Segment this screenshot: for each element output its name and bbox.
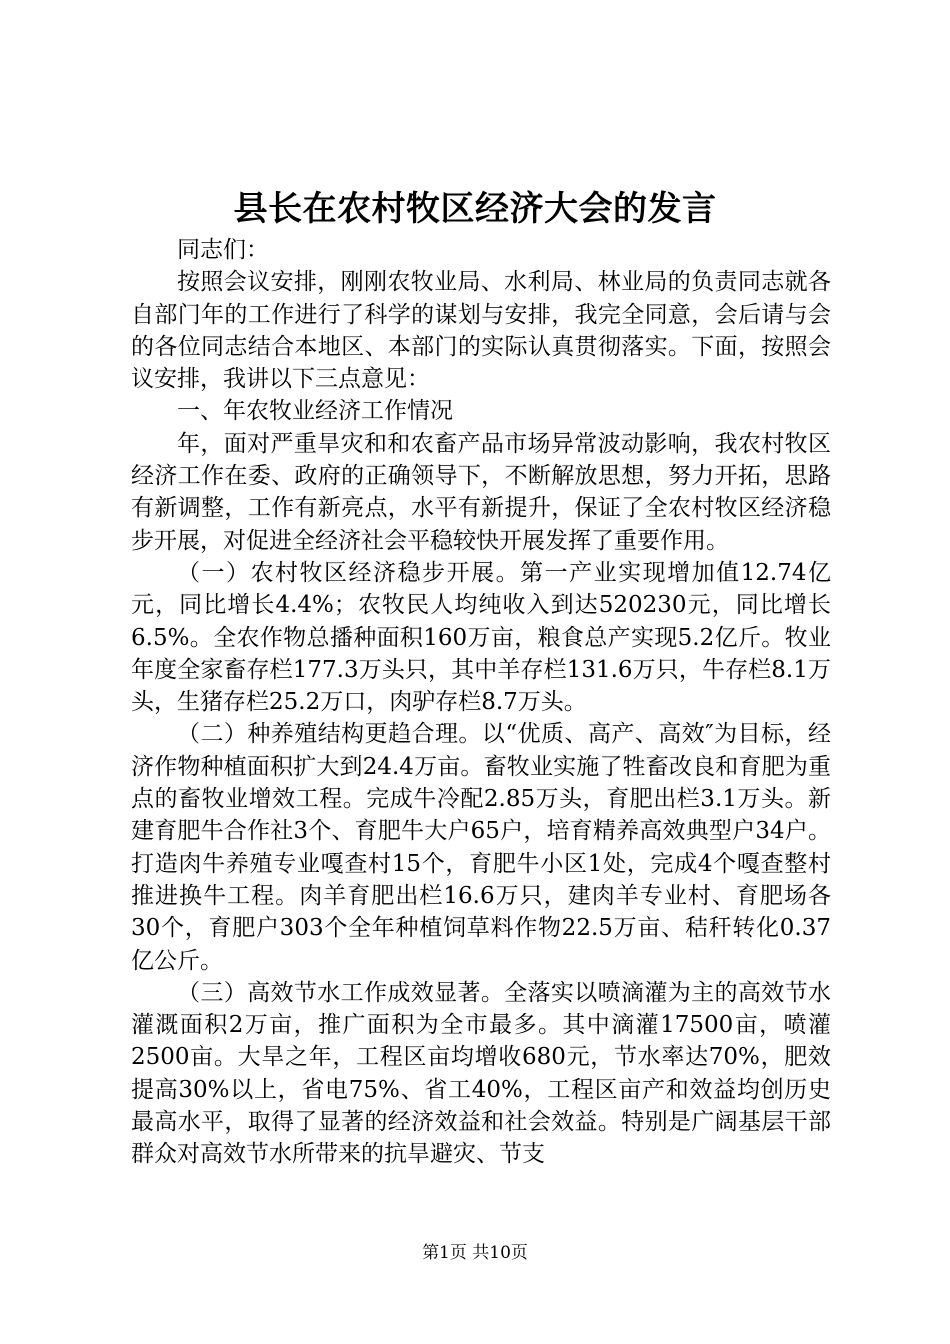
document-title: 县长在农村牧区经济大会的发言 xyxy=(233,189,717,229)
paragraph-item-3: （三）高效节水工作成效显著。全落实以喷滴灌为主的高效节水灌溉面积2万亩，推广面积为全市最多。其中滴灌17500亩，喷灌2500亩。大旱之年，工程区亩均增收680元，节水率达70%，肥效提高30%以上，省电75%、省工40%，工程区亩产和效益均创历史最高水平，取得了显著的经济效益和社会效益。特别是广阔基层干部群众对高效节水所带来的抗旱避灾、节支 xyxy=(131,979,831,1168)
document-body xyxy=(131,234,831,1171)
section-heading-1: 一、年农牧业经济工作情况 xyxy=(177,398,453,425)
greeting: 同志们： xyxy=(177,237,269,263)
page-number-footer: 第1页 共10页 xyxy=(422,1243,528,1263)
paragraph-overview: 年，面对严重旱灾和和农畜产品市场异常波动影响，我农村牧区经济工作在委、政府的正确领导下，不断解放思想，努力开拓，思路有新调整，工作有新亮点，水平有新提升，保证了全农村牧区经济稳步开展，对促进全经济社会平稳较快开展发挥了重要作用。 xyxy=(131,430,831,554)
paragraph-intro: 按照会议安排，刚刚农牧业局、水利局、林业局的负责同志就各自部门年的工作进行了科学的谋划与安排，我完全同意，会后请与会的各位同志结合本地区、本部门的实际认真贯彻落实。下面，按照会议安排，我讲以下三点意见： xyxy=(131,269,831,393)
paragraph-item-1: （一）农村牧区经济稳步开展。第一产业实现增加值12.74亿元，同比增长4.4%；农牧民人均纯收入到达520230元，同比增长6.5%。全农作物总播种面积160万亩，粮食总产实现5.2亿斤。牧业年度全家畜存栏177.3万头只，其中羊存栏131.6万只，牛存栏8.1万头，生猪存栏25.2万口，肉驴存栏8.7万头。 xyxy=(131,559,831,716)
paragraph-item-2: （二）种养殖结构更趋合理。以“优质、高产、高效″为目标，经济作物种植面积扩大到24.4万亩。畜牧业实施了牲畜改良和育肥为重点的畜牧业增效工程。完成牛冷配2.85万头，育肥出栏3.1万头。新建育肥牛合作社3个、育肥牛大户65户，培育精养高效典型户34户。打造肉牛养殖专业嘎查村15个，育肥牛小区1处，完成4个嘎查整村推进换牛工程。肉羊育肥出栏16.6万只，建肉羊专业村、育肥场各30个，育肥户303个全年种植饲草料作物22.5万亩、秸秆转化0.37亿公斤。 xyxy=(131,721,831,974)
